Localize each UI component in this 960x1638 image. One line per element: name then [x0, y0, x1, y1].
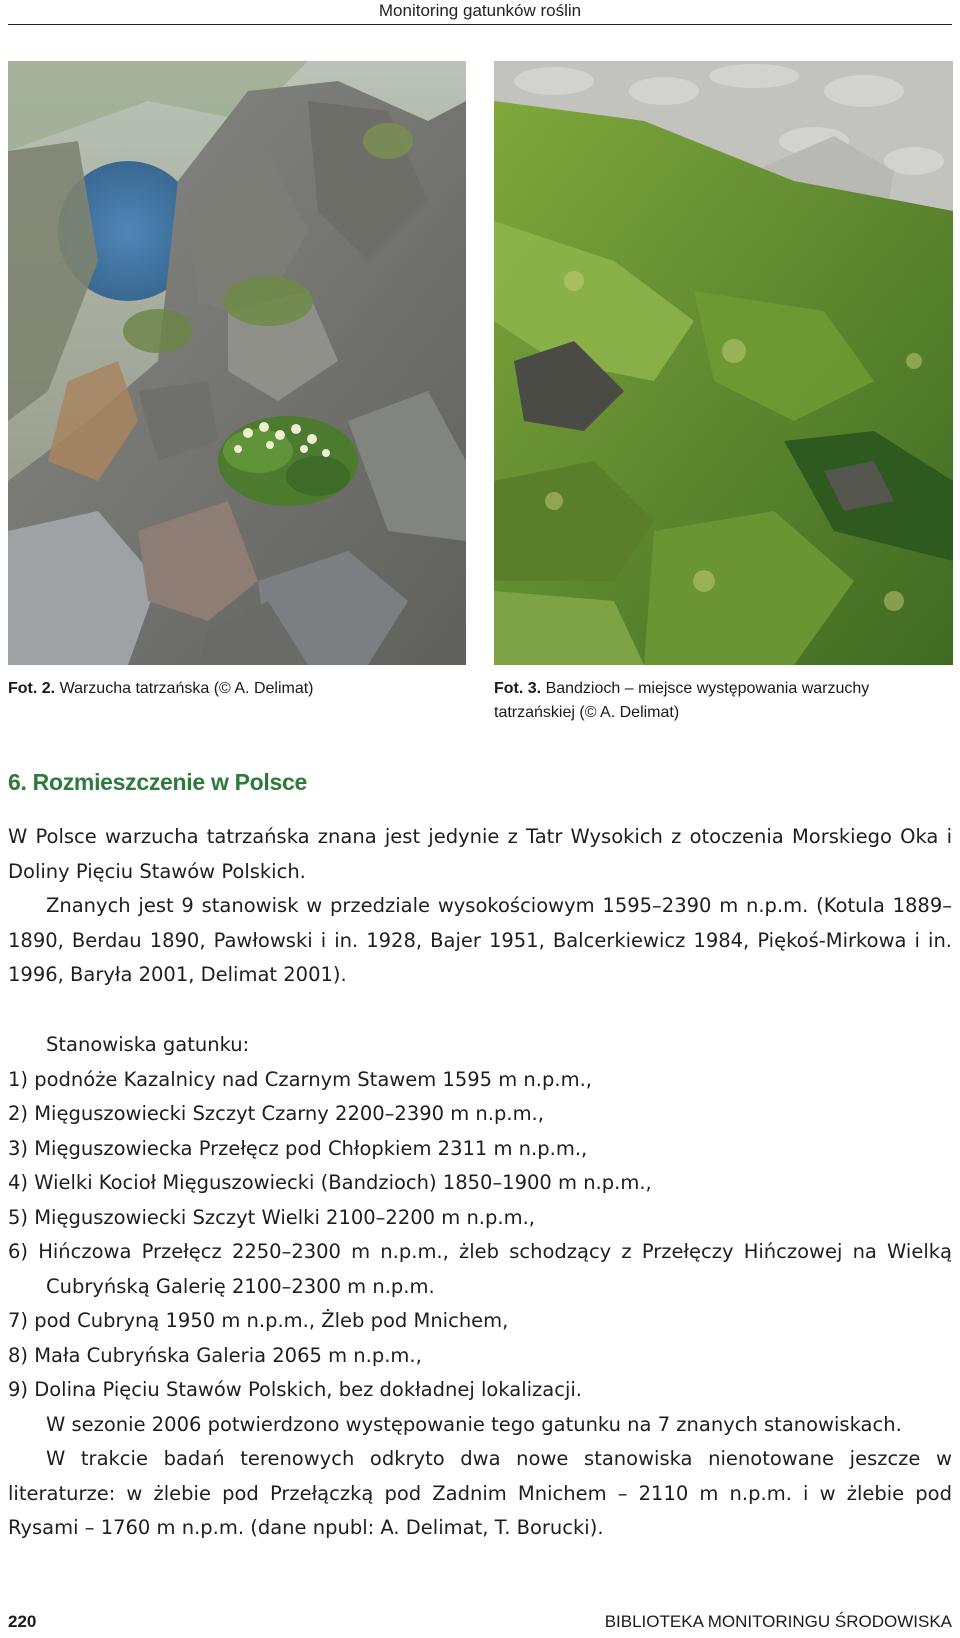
list-item: 1) podnóże Kazalnicy nad Czarnym Stawem 1595 m n.p.m.,: [8, 1067, 592, 1091]
paragraph: W sezonie 2006 potwierdzono występowanie tego gatunku na 7 znanych stanowiskach.: [46, 1412, 902, 1436]
paragraph: W Polsce warzucha tatrzańska znana jest jedynie z Tatr Wysokich z otoczenia Morskiego Oka i Doliny Pięciu Stawów Polskich.: [8, 825, 952, 883]
caption-label: Fot. 3.: [494, 680, 542, 697]
caption-photo-3: [494, 677, 952, 725]
section-heading: 6. Rozmieszczenie w Polsce: [8, 769, 307, 795]
list-item: 5) Mięguszowiecki Szczyt Wielki 2100–2200 m n.p.m.,: [8, 1205, 535, 1229]
site-list: [8, 1028, 952, 1546]
photo-right-illustration: [494, 61, 953, 665]
header-rule: [8, 24, 952, 25]
caption-photo-2: [8, 677, 458, 701]
paragraph: Znanych jest 9 stanowisk w przedziale wysokościowym 1595–2390 m n.p.m. (Kotula 1889–1890, Berdau 1890, Pawłowski i in. 1928, Bajer 1951, Balcerkiewicz 1984, Piękoś-Mirkowa i in. 1996, Baryła 2001, Delimat 2001).: [8, 894, 952, 986]
series-title: BIBLIOTEKA MONITORINGU ŚRODOWISKA: [604, 1612, 952, 1631]
caption-text: Warzucha tatrzańska (© A. Delimat): [59, 680, 314, 697]
photo-warzucha-tatrzanska: [8, 61, 466, 665]
list-intro: Stanowiska gatunku:: [46, 1033, 250, 1056]
caption-text: Bandzioch – miejsce występowania warzuchy tatrzańskiej (© A. Delimat): [494, 680, 870, 721]
list-item: 8) Mała Cubryńska Galeria 2065 m n.p.m.,: [8, 1343, 422, 1367]
running-header: Monitoring gatunków roślin: [378, 1, 582, 20]
list-item: 2) Mięguszowiecki Szczyt Czarny 2200–2390 m n.p.m.,: [8, 1102, 544, 1125]
list-item: 4) Wielki Kocioł Mięguszowiecki (Bandzioch) 1850–1900 m n.p.m.,: [8, 1171, 652, 1194]
list-item: 6) Hińczowa Przełęcz 2250–2300 m n.p.m., żleb schodzący z Przełęczy Hińczowej na Wielką Cubryńską Galerię 2100–2300 m n.p.m.: [8, 1240, 952, 1298]
paragraph: W trakcie badań terenowych odkryto dwa nowe stanowiska nienotowane jeszcze w literaturze: w żlebie pod Przełączką pod Zadnim Mnichem – 2110 m n.p.m. i w żlebie pod Rysami – 1760 m n.p.m. (dane npubl: A. Delimat, T. Borucki).: [8, 1447, 952, 1539]
photo-left-illustration: [8, 61, 466, 665]
list-item: 7) pod Cubryną 1950 m n.p.m., Żleb pod Mnichem,: [8, 1309, 509, 1332]
list-item: 3) Mięguszowiecka Przełęcz pod Chłopkiem 2311 m n.p.m.,: [8, 1136, 588, 1160]
list-item: 9) Dolina Pięciu Stawów Polskich, bez dokładnej lokalizacji.: [8, 1378, 582, 1401]
photo-bandzioch: [494, 61, 953, 665]
section-body: [8, 820, 952, 993]
page-number: 220: [8, 1612, 37, 1631]
caption-label: Fot. 2.: [8, 680, 56, 697]
